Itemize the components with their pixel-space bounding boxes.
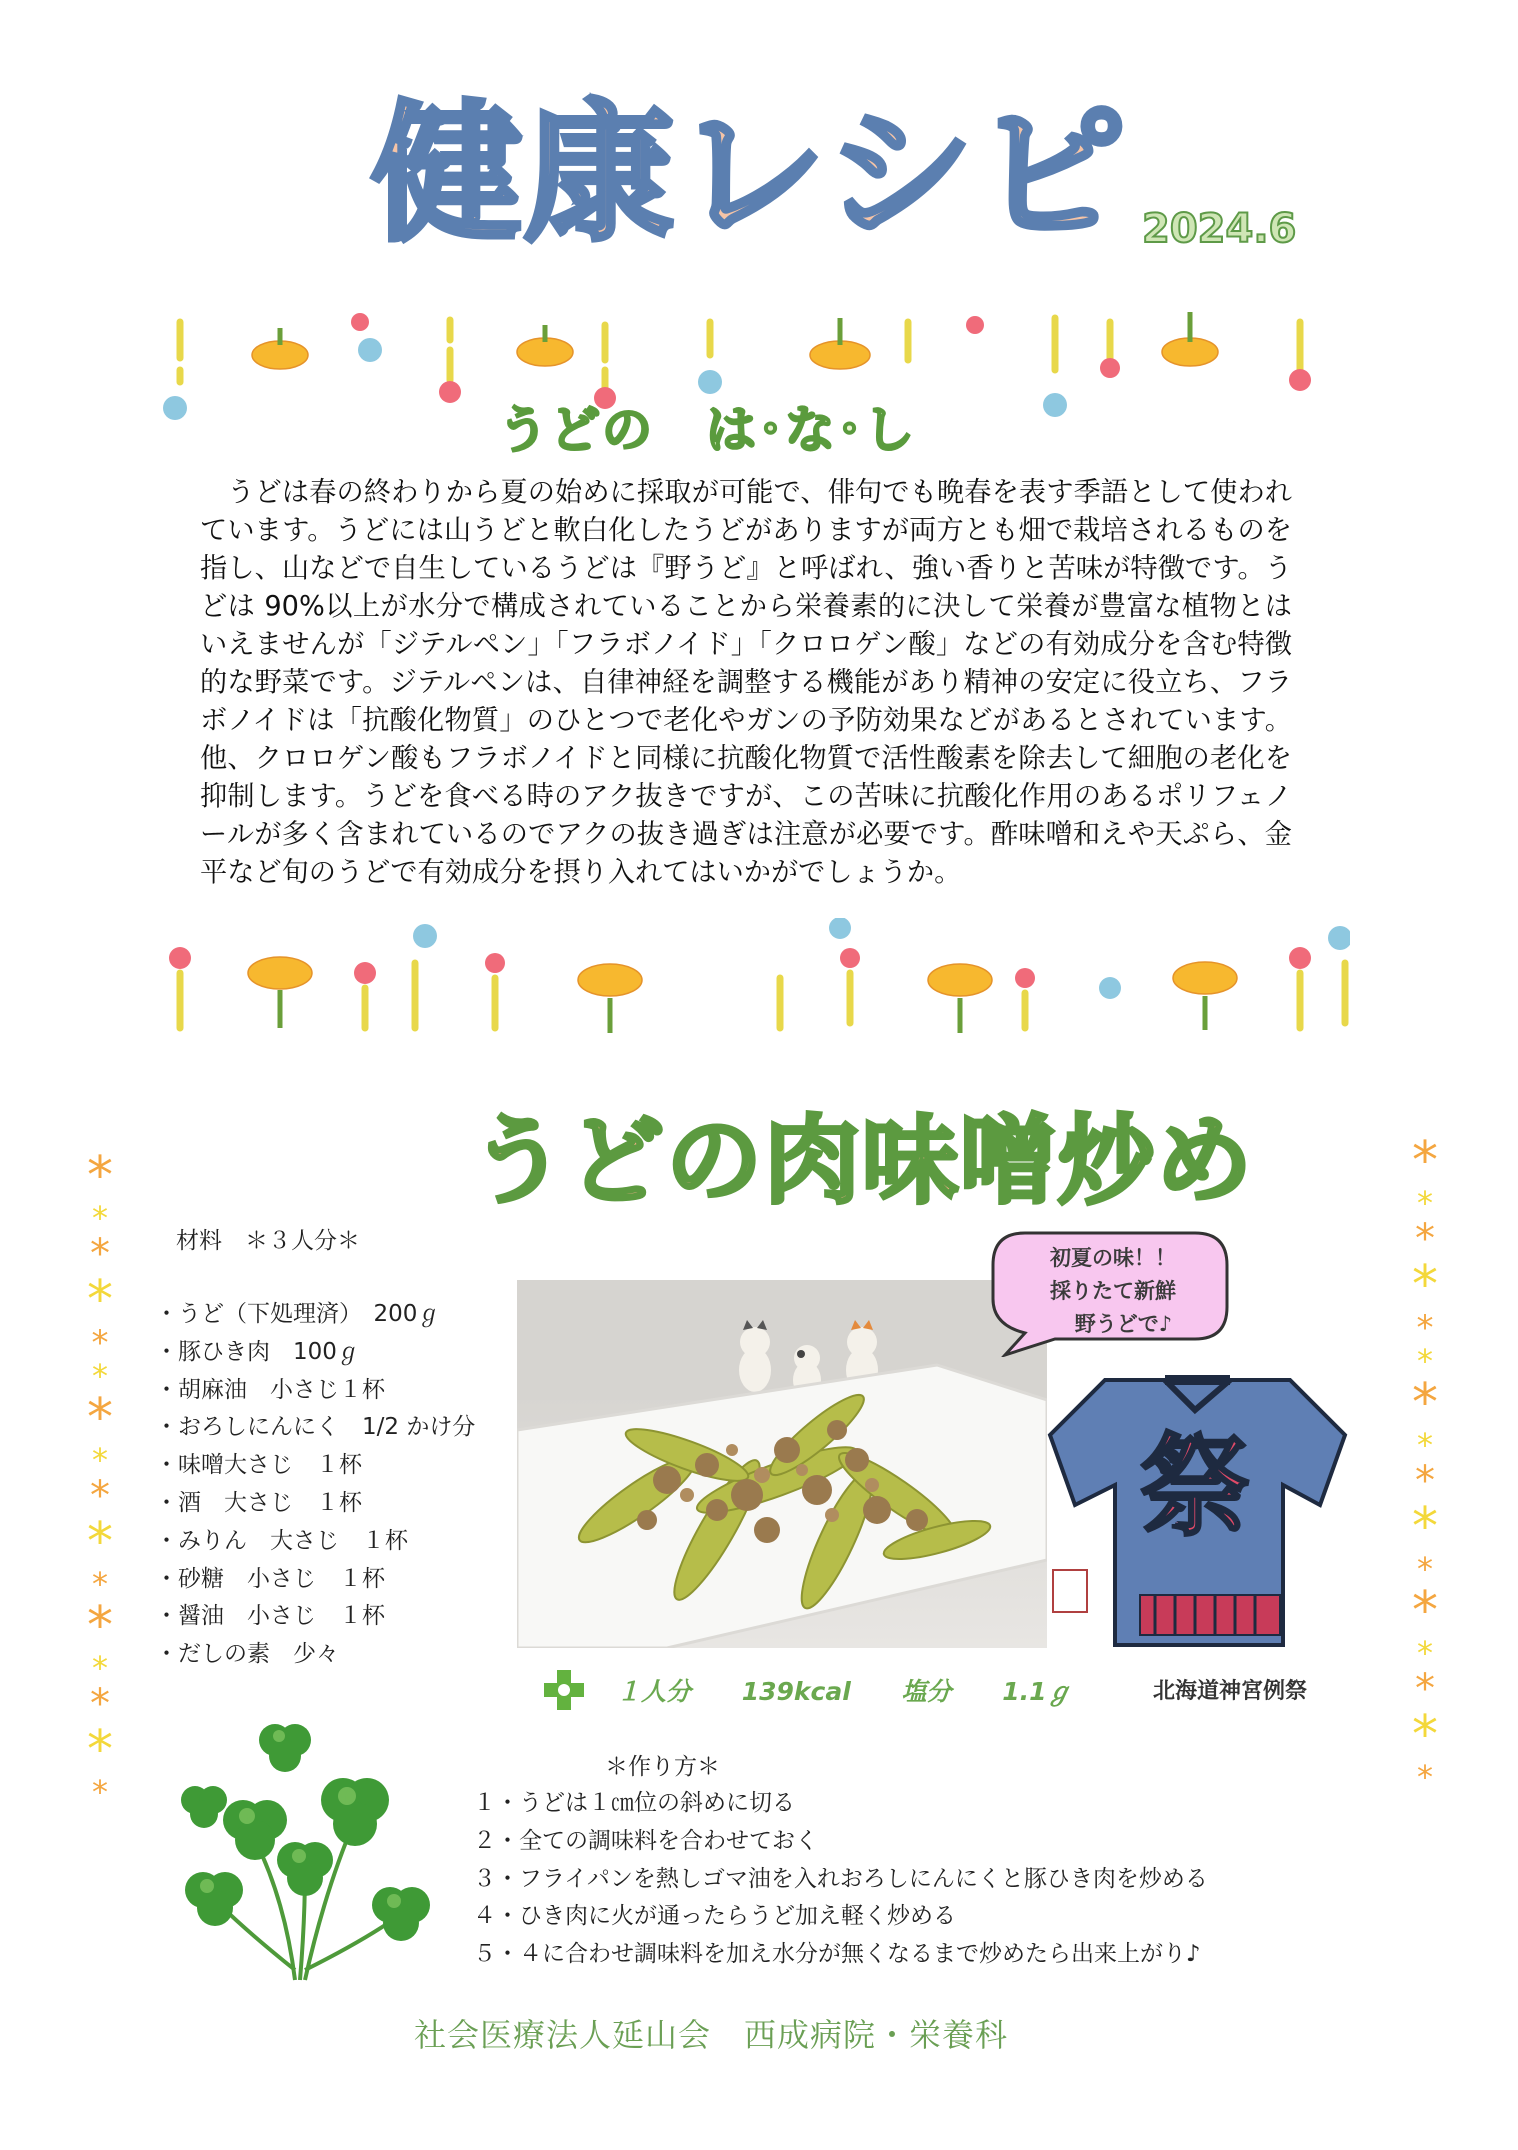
ingredient-item: ・ 胡麻油 小さじ１杯	[155, 1372, 475, 1410]
story-body: うどは春の終わりから夏の始めに採取が可能で、俳句でも晩春を表す季語として使われています。うどには山うどと軟白化したうどがありますが両方とも畑で栽培されるものを指し、山などで自生しているうどは『野うど』と呼ばれ、強い香りと苦味が特徴です。うどは 90%以上が水分で構成されていることから栄養素的に決して栄養が豊富な植物とはいえませんが「ジテルペン」「フラボノイド」「クロロゲン酸」などの有効成分を含む特徴的な野菜です。ジテルペンは、自律神経を調整する機能があり精神の安定に役立ち、フラボノイドは「抗酸化物質」のひとつで老化やガンの予防効果などがあるとされています。他、クロロゲン酸もフラボノイドと同様に抗酸化物質で活性酸素を除去して細胞の老化を抑制します。うどを食べる時のアク抜きですが、この苦味に抗酸化作用のあるポリフェノールが多く含まれているのでアクの抜き過ぎは注意が必要です。酢味噌和えや天ぷら、金平など旬のうどで有効成分を摂り入れてはいかがでしょうか。	[200, 477, 1292, 888]
calories-value: 139kcal	[741, 1677, 851, 1706]
step-item: ３・フライパンを熱しゴマ油を入れおろしにんにくと豚ひき肉を炒める	[473, 1865, 1208, 1892]
ingredient-item: ・ 砂糖 小さじ １杯	[155, 1561, 475, 1599]
nutrition-info	[616, 1672, 1114, 1708]
step-item: １・うどは１㎝位の斜めに切る	[473, 1790, 795, 1816]
green-cross-icon	[542, 1668, 586, 1712]
ingredient-item: ・ 味噌大さじ １杯	[155, 1447, 475, 1485]
speech-bubble-text: 初夏の味！！ 採りたて新鮮 野うどで♪	[1050, 1246, 1176, 1336]
ingredient-item: ・ おろしにんにく 1/2 かけ分	[155, 1409, 475, 1447]
steps-list	[473, 1785, 1208, 1974]
seal-stamp	[1053, 1570, 1087, 1612]
ingredient-item: ・ うど（下処理済） 200ℊ	[155, 1296, 475, 1334]
ingredient-item: ・ 豚ひき肉 100ℊ	[155, 1334, 475, 1372]
story-heading: うどの は･な･し	[498, 401, 916, 459]
ingredient-item: ・ 酒 大さじ １杯	[155, 1485, 475, 1523]
steps-header: ＊作り方＊	[605, 1754, 720, 1780]
step-item: ４・ひき肉に火が通ったらうど加え軽く炒める	[473, 1903, 956, 1930]
happi-kanji: 祭	[1140, 1423, 1250, 1551]
issue-date: 2024.6	[1142, 206, 1297, 252]
asterisk-border-right: * * * * * * * * * * * * * * * *	[1412, 1131, 1438, 1796]
recipe-title: うどの肉味噌炒め	[470, 1105, 1254, 1217]
asterisk-border-left: * * * * * * * * * * * * * * * *	[87, 1146, 113, 1811]
clover-illustration	[155, 1700, 445, 1990]
ingredient-item: ・ だしの素 少々	[155, 1636, 475, 1674]
festival-caption: 北海道神宮例祭	[1153, 1679, 1308, 1704]
ingredients-header: 材料 ＊３人分＊	[176, 1228, 360, 1254]
serving-label: １人分	[616, 1677, 692, 1706]
ingredient-list	[155, 1296, 475, 1674]
flower-garland-middle	[150, 918, 1350, 1048]
salt-value: 1.1ℊ	[1002, 1677, 1072, 1706]
happi-coat-illustration	[1045, 1355, 1350, 1655]
step-item: ５・４に合わせ調味料を加え水分が無くなるまで炒めたら出来上がり♪	[473, 1941, 1201, 1968]
footer-organization: 社会医療法人延山会 西成病院・栄養科	[414, 2016, 1009, 2054]
step-item: ２・全ての調味料を合わせておく	[473, 1827, 818, 1854]
ingredient-item: ・ みりん 大さじ １杯	[155, 1523, 475, 1561]
page-title: 健康レシピ	[372, 88, 1129, 262]
ingredient-item: ・ 醤油 小さじ １杯	[155, 1598, 475, 1636]
salt-label: 塩分	[901, 1677, 952, 1706]
dish-photo	[517, 1280, 1047, 1648]
